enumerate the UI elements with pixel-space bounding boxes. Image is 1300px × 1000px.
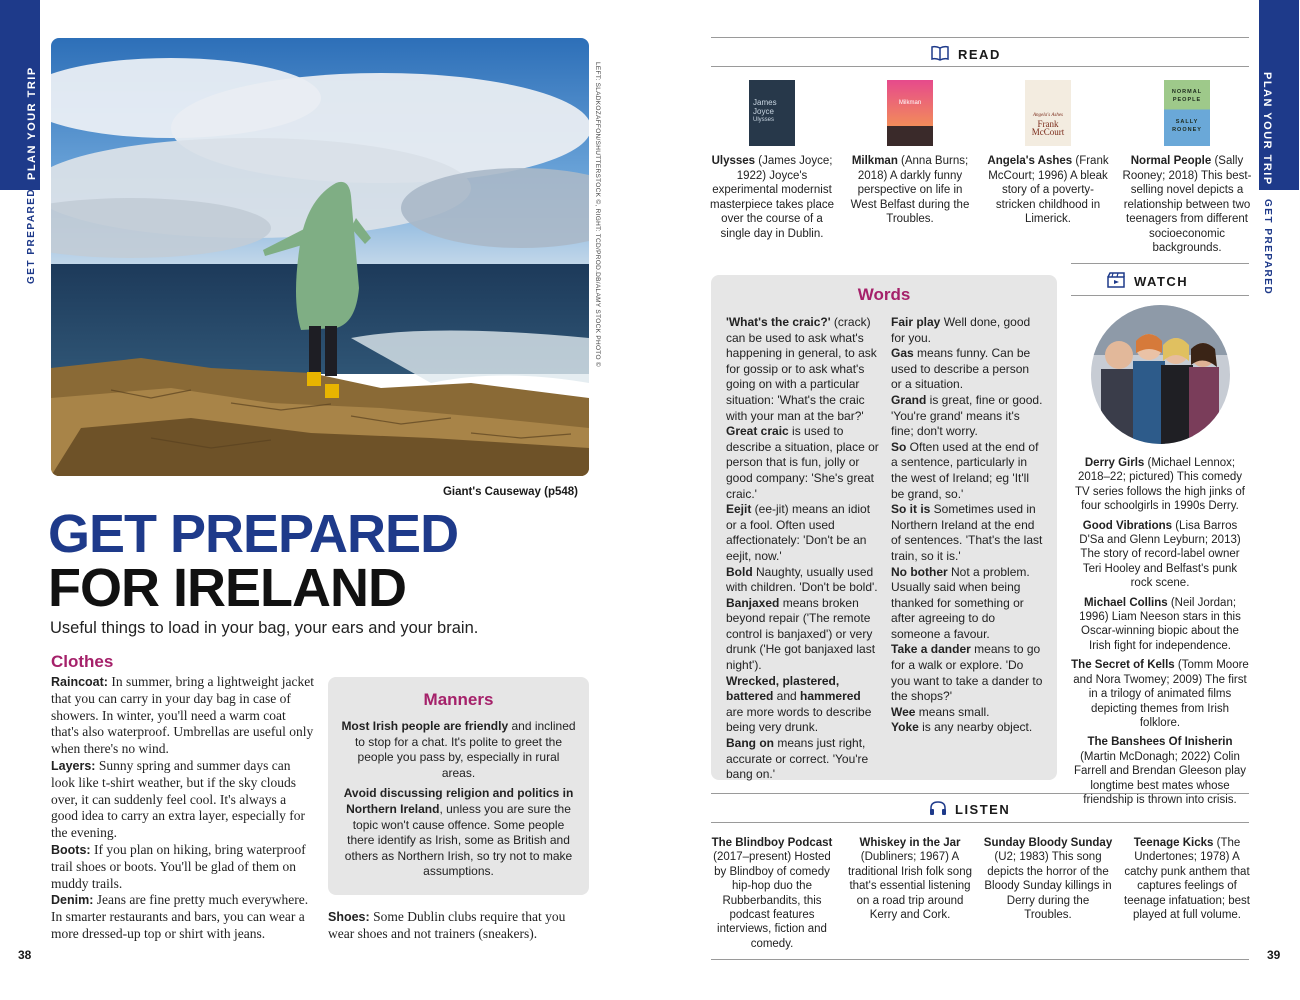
listen-heading: LISTEN (929, 800, 1010, 819)
page-subtitle: Useful things to load in your bag, your ears and your brain. (50, 619, 479, 637)
section-label-left: GET PREPARED (26, 187, 37, 284)
word-entry: Gas means funny. Can be used to describe a person or a situation. (891, 346, 1031, 392)
photo-credit: LEFT: SLADKOZAFFON/SHUTTERSTOCK ©, RIGHT: TCD/PROD.DB/ALAMY STOCK PHOTO © (594, 62, 601, 368)
watch-item: Michael Collins (Neil Jordan; 1996) Liam Neeson stars in this Oscar-winning biopic about the Irish fight for independence. (1079, 596, 1241, 652)
watch-item: The Secret of Kells (Tomm Moore and Nora Twomey; 2009) The first in a trilogy of animated films depicting themes from Irish folklore. (1071, 659, 1249, 729)
book-angelas-ashes: Angela's Ashes Frank McCourt Angela's Ashes (Frank McCourt; 1996) A bleak story of a poverty-stricken childhood in Limerick. (983, 80, 1113, 227)
word-entry: Wrecked, plastered, battered and hammered are more words to describe being very drunk. (726, 673, 872, 735)
clothes-item-shoes: Shoes: Some Dublin clubs require that you wear shoes and not trainers (sneakers). (328, 909, 566, 941)
read-heading: READ (930, 45, 1001, 64)
word-entry: 'What's the craic?' (crack) can be used to ask what's happening in general, to ask for gossip or to ask what's going on with a particular situation: 'What's the craic with your man at the bar?' (726, 315, 877, 423)
word-entry: Bold Naughty, usually used with children. 'Don't be bold'. (726, 564, 878, 595)
book-cover-ulysses: James Joyce Ulysses (749, 80, 795, 146)
clothes-list (51, 674, 314, 943)
photo-caption: Giant's Causeway (p548) (442, 486, 578, 498)
word-entry: So it is Sometimes used in Northern Ireland at the end of sentences. 'That's the last train, so it is.' (891, 502, 1043, 563)
word-entry: Banjaxed means broken beyond repair ('The remote control is banjaxed') or very drunk ('He got banjaxed last night'). (726, 595, 876, 673)
word-entry: Eejit (ee-jit) means an idiot or a fool. Often used affectionately: 'Don't be an eejit, now.' (726, 502, 871, 563)
manners-paragraph-2: Avoid discussing religion and politics in Northern Ireland, unless you are sure the topic won't cause offence. Some people there identify as Irish, some as British and others as Northern Irish, so try not to make assumptions. (343, 786, 574, 879)
book-normal-people: NORMAL PEOPLE SALLY ROONEY Normal People (Sally Rooney; 2018) This best-selling novel depicts a relationship between two teenagers from different socioeconomic backgrounds. (1122, 80, 1252, 256)
read-top-rule (711, 37, 1249, 38)
page-number-right: 39 (1267, 948, 1281, 962)
word-entry: Take a dander means to go for a walk or explore. 'Do you want to take a dander to the shops?' (891, 642, 1043, 704)
watch-top-rule (1071, 263, 1249, 264)
book-icon (930, 45, 950, 64)
listen-bottom-rule (711, 959, 1249, 960)
clapperboard-icon (1106, 272, 1126, 291)
word-entry: Bang on means just right, accurate or correct. 'You're bang on.' (726, 736, 869, 782)
manners-heading: Manners (423, 690, 494, 709)
clothes-item-denim: Denim: Jeans are fine pretty much everywhere. In smarter restaurants and bars, you can wear a more dressed-up top or shirt with jeans. (51, 892, 309, 941)
page-number-left: 38 (18, 948, 32, 962)
listen-item-sunday: Sunday Bloody Sunday (U2; 1983) This song depicts the horror of the Bloody Sunday killings in Derry during the Troubles. (983, 837, 1113, 922)
book-ulysses: James Joyce Ulysses Ulysses (James Joyce; 1922) Joyce's experimental modernist masterpiece takes place over the course of a single day in Dublin. (707, 80, 837, 241)
word-entry: So Often used at the end of a sentence, particularly in the west of Ireland; eg 'It'll be grand, so.' (891, 439, 1039, 501)
watch-header-rule (1071, 295, 1249, 296)
watch-item: Derry Girls (Michael Lennox; 2018–22; pictured) This comedy TV series follows the high jinks of four schoolgirls in 1990s Derry. (1074, 457, 1246, 513)
words-box (711, 275, 1057, 780)
read-header-rule (711, 66, 1249, 67)
tab-label-right: PLAN YOUR TRIP (1261, 72, 1273, 186)
clothes-item-layers: Layers: Sunny spring and summer days can look like t-shirt weather, but if the sky clouds over, it can suddenly feel cool. It's always a good idea to carry an extra layer, especially for the evening. (51, 757, 305, 841)
words-column-1 (726, 315, 881, 783)
watch-item: The Banshees Of Inisherin (Martin McDonagh; 2022) Colin Farrell and Brendan Gleeson play longtime best mates whose friendship is thrown into crisis. (1074, 736, 1246, 806)
clothes-item-raincoat: Raincoat: In summer, bring a lightweight jacket that you can carry in your day bag in case of showers. In winter, you'll need a warm coat that's also waterproof. Umbrellas are useful only when there's no wind. (51, 674, 314, 757)
listen-top-rule (711, 793, 1249, 794)
tab-label-left: PLAN YOUR TRIP (26, 66, 38, 180)
listen-item-teenage: Teenage Kicks (The Undertones; 1978) A catchy punk anthem that captures feelings of teenage infatuation; best played at full volume. (1124, 837, 1250, 922)
words-column-2 (891, 315, 1043, 736)
book-cover-angelas-ashes: Angela's Ashes Frank McCourt (1025, 80, 1071, 146)
watch-list (1071, 456, 1249, 812)
derry-girls-photo (1091, 305, 1230, 444)
watch-item: Good Vibrations (Lisa Barros D'Sa and Glenn Leyburn; 2013) The story of record-label owner Teri Hooley and Belfast's punk rock scene. (1079, 519, 1241, 590)
words-heading: Words (857, 285, 911, 304)
word-entry: No bother Not a problem. Usually said when being thanked for something or after agreeing to do someone a favour. (891, 564, 1030, 641)
listen-item-whiskey: Whiskey in the Jar (Dubliners; 1967) A traditional Irish folk song that's essential listening on a road trip around Kerry and Cork. (847, 837, 972, 922)
page-title-line2: FOR IRELAND (48, 558, 406, 618)
book-cover-milkman: Milkman ANNA BURNS (887, 80, 933, 146)
page-title-line1: GET PREPARED (48, 504, 459, 564)
listen-item-blindboy: The Blindboy Podcast (2017–present) Hosted by Blindboy of comedy hip-hop duo the Rubberbandits, this podcast features interviews, fiction and comedy. (711, 837, 833, 950)
watch-heading: WATCH (1106, 272, 1188, 291)
word-entry: Yoke is any nearby object. (891, 720, 1033, 735)
word-entry: Grand is great, fine or good. 'You're grand' means it's fine; don't worry. (891, 392, 1043, 439)
clothes-item-boots: Boots: If you plan on hiking, bring waterproof trail shoes or boots. You'll be glad of them on muddy trails. (51, 841, 306, 891)
section-label-right: GET PREPARED (1262, 199, 1273, 296)
book-cover-normal-people: NORMAL PEOPLE SALLY ROONEY (1164, 80, 1210, 146)
listen-header-rule (711, 822, 1249, 823)
word-entry: Fair play Well done, good for you. (891, 315, 1031, 345)
manners-box (328, 677, 589, 895)
word-entry: Wee means small. (891, 704, 990, 719)
word-entry: Great craic is used to describe a situation, place or person that is fun, jolly or good company: 'She's great craic.' (726, 424, 879, 501)
clothes-heading: Clothes (51, 652, 114, 671)
book-milkman: Milkman ANNA BURNS Milkman (Anna Burns; 2018) A darkly funny perspective on life in West Belfast during the Troubles. (845, 80, 975, 227)
manners-paragraph-1: Most Irish people are friendly and inclined to stop for a chat. It's polite to greet the people you pass by, especially in rural areas. (341, 719, 576, 780)
headphones-icon (929, 800, 947, 819)
giants-causeway-photo (51, 38, 589, 476)
